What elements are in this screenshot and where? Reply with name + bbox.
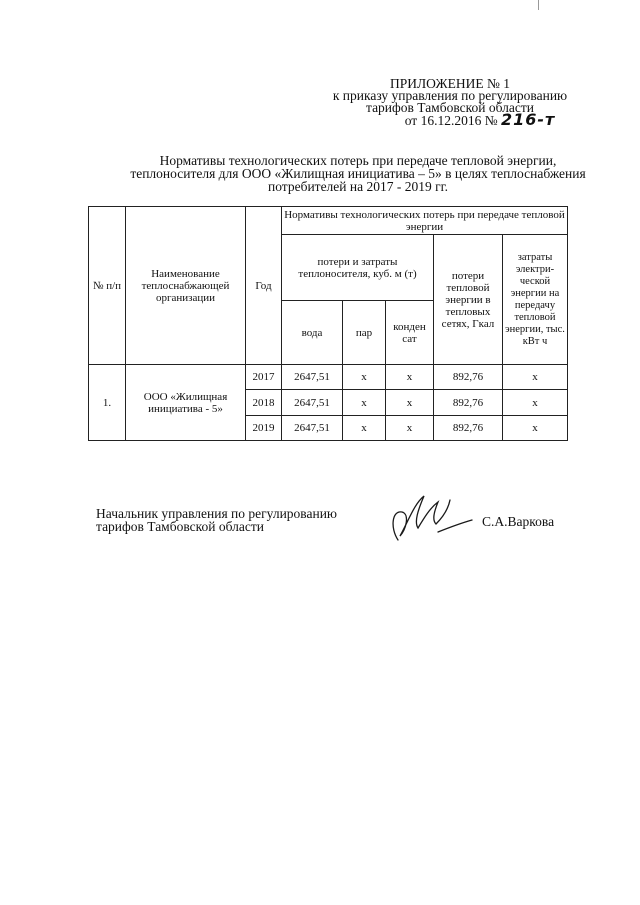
cell-steam: х (343, 365, 386, 390)
order-number: 216-т (500, 110, 556, 129)
appendix-header (300, 78, 600, 127)
header-water: вода (282, 301, 343, 365)
cell-electricity: х (503, 416, 568, 441)
cell-year: 2018 (246, 390, 282, 416)
title-line-3: потребителей на 2017 - 2019 гг. (267, 179, 449, 194)
header-steam: пар (343, 301, 386, 365)
appendix-title: ПРИЛОЖЕНИЕ № 1 (389, 76, 511, 91)
cell-electricity: х (503, 365, 568, 390)
cell-condensate: х (386, 365, 434, 390)
cell-condensate: х (386, 390, 434, 416)
org-name: ООО «Жилищная инициатива - 5» (126, 365, 246, 441)
header-year: Год (246, 207, 282, 365)
header-norms: Нормативы технологических потерь при передаче тепловой энергии (282, 207, 568, 235)
cell-water: 2647,51 (282, 416, 343, 441)
handwritten-signature (384, 488, 479, 548)
cell-heat: 892,76 (434, 390, 503, 416)
header-electricity: затраты электри-ческой энергии на передачу тепловой энергии, тыс. кВт ч (503, 235, 568, 365)
appendix-order-line: к приказу управления по регулированию (332, 88, 568, 103)
cell-heat: 892,76 (434, 416, 503, 441)
title-line-2: теплоносителя для ООО «Жилищная инициатива – 5» в целях теплоснабжения (130, 166, 586, 181)
header-losses-coolant: потери и затраты теплоносителя, куб. м (т) (282, 235, 434, 301)
header-num: № п/п (89, 207, 126, 365)
title-line-1: Нормативы технологических потерь при передаче тепловой энергии, (159, 153, 557, 168)
scan-mark (538, 0, 539, 10)
cell-electricity: х (503, 390, 568, 416)
cell-year: 2017 (246, 365, 282, 390)
cell-water: 2647,51 (282, 390, 343, 416)
header-heat-loss: потери тепловой энергии в тепловых сетях, Гкал (434, 235, 503, 365)
cell-heat: 892,76 (434, 365, 503, 390)
signer-name: С.А.Варкова (482, 514, 555, 529)
appendix-date: от 16.12.2016 № (404, 113, 498, 128)
cell-water: 2647,51 (282, 365, 343, 390)
appendix-date-line (300, 110, 600, 129)
header-condensate: конден сат (386, 301, 434, 365)
appendix-authority-line: тарифов Тамбовской области (366, 100, 534, 115)
position-line-2: тарифов Тамбовской области (96, 519, 264, 534)
norms-table (88, 206, 568, 441)
cell-steam: х (343, 390, 386, 416)
signature-position (96, 507, 396, 533)
table-row (89, 365, 568, 390)
cell-condensate: х (386, 416, 434, 441)
header-org: Наименование теплоснабжающей организации (126, 207, 246, 365)
cell-year: 2019 (246, 416, 282, 441)
cell-steam: х (343, 416, 386, 441)
position-line-1: Начальник управления по регулированию (96, 506, 338, 521)
row-num: 1. (89, 365, 126, 441)
document-title (128, 154, 588, 193)
